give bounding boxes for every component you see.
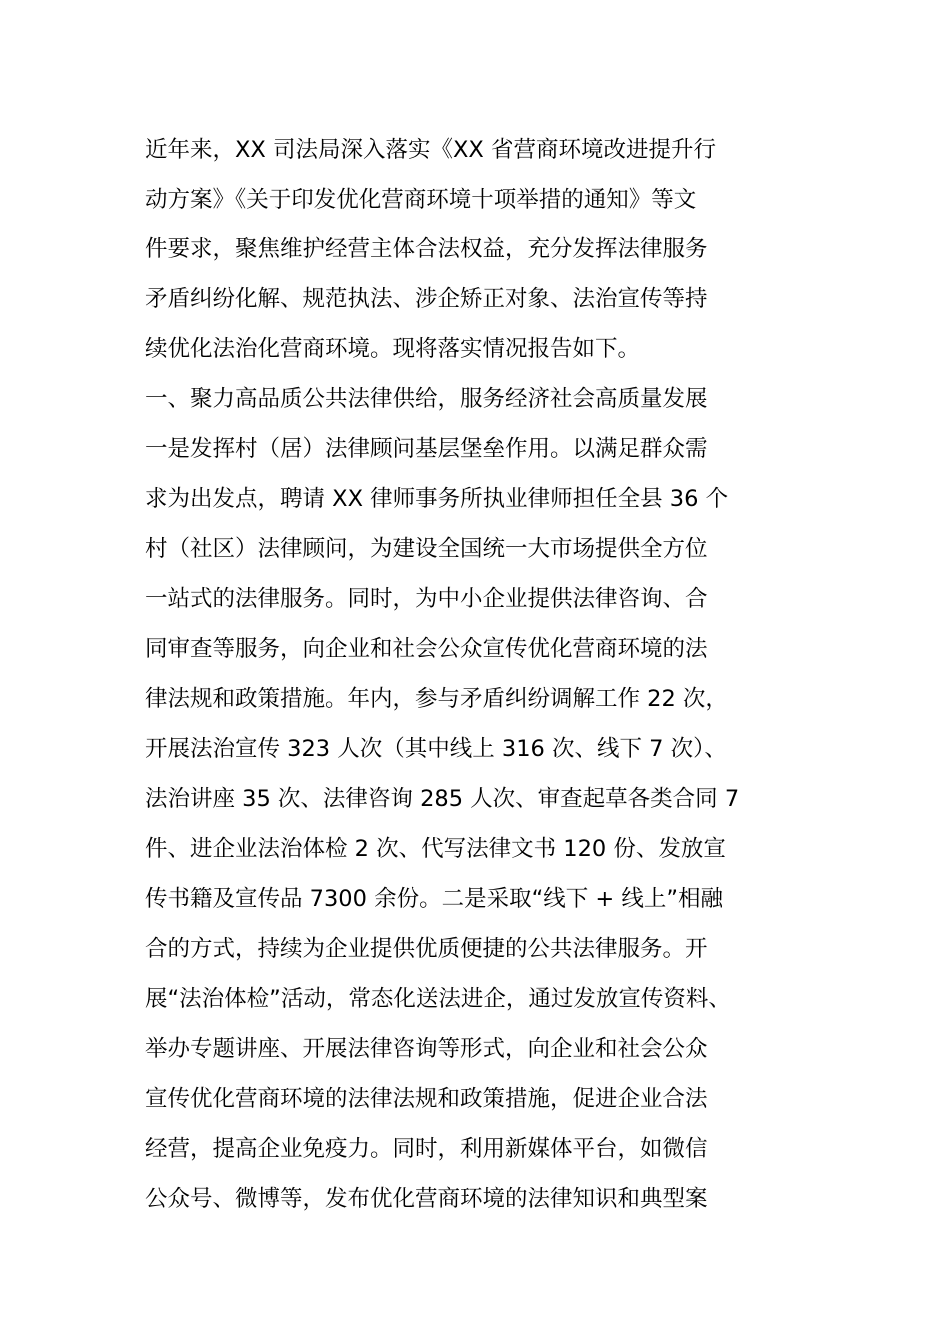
body-text-line: 宣传优化营商环境的法律法规和政策措施，促进企业合法 — [145, 1086, 708, 1112]
body-text-line: 法治讲座 35 次、法律咨询 285 人次、审查起草各类合同 7 — [145, 786, 740, 812]
section-heading: 一、聚力高品质公共法律供给，服务经济社会高质量发展 — [145, 386, 708, 412]
body-text-line: 合的方式，持续为企业提供优质便捷的公共法律服务。开 — [145, 936, 708, 962]
body-text-line: 矛盾纠纷化解、规范执法、涉企矫正对象、法治宣传等持 — [145, 286, 708, 312]
body-text-line: 公众号、微博等，发布优化营商环境的法律知识和典型案 — [145, 1186, 708, 1212]
body-text-line: 经营，提高企业免疫力。同时，利用新媒体平台，如微信 — [145, 1136, 708, 1162]
body-text-line: 件要求，聚焦维护经营主体合法权益，充分发挥法律服务 — [145, 236, 708, 262]
body-text-line: 一是发挥村（居）法律顾问基层堡垒作用。以满足群众需 — [145, 436, 708, 462]
body-text-line: 举办专题讲座、开展法律咨询等形式，向企业和社会公众 — [145, 1036, 708, 1062]
body-text-line: 近年来，XX 司法局深入落实《XX 省营商环境改进提升行 — [145, 137, 716, 163]
body-text-line: 续优化法治化营商环境。现将落实情况报告如下。 — [145, 336, 641, 362]
body-text-line: 动方案》《关于印发优化营商环境十项举措的通知》等文 — [145, 187, 697, 213]
body-text-line: 开展法治宣传 323 人次（其中线上 316 次、线下 7 次）、 — [145, 736, 727, 762]
body-text-line: 一站式的法律服务。同时，为中小企业提供法律咨询、合 — [145, 586, 708, 612]
body-text-line: 求为出发点，聘请 XX 律师事务所执业律师担任全县 36 个 — [145, 486, 729, 512]
body-text-line: 同审查等服务，向企业和社会公众宣传优化营商环境的法 — [145, 636, 708, 662]
body-text-line: 传书籍及宣传品 7300 余份。二是采取“线下 + 线上”相融 — [145, 886, 724, 912]
body-text-line: 展“法治体检”活动，常态化送法进企，通过发放宣传资料、 — [145, 986, 731, 1012]
body-text-line: 件、进企业法治体检 2 次、代写法律文书 120 份、发放宣 — [145, 836, 726, 862]
body-text-line: 村（社区）法律顾问，为建设全国统一大市场提供全方位 — [145, 536, 708, 562]
body-text-line: 律法规和政策措施。年内，参与矛盾纠纷调解工作 22 次， — [145, 686, 728, 712]
